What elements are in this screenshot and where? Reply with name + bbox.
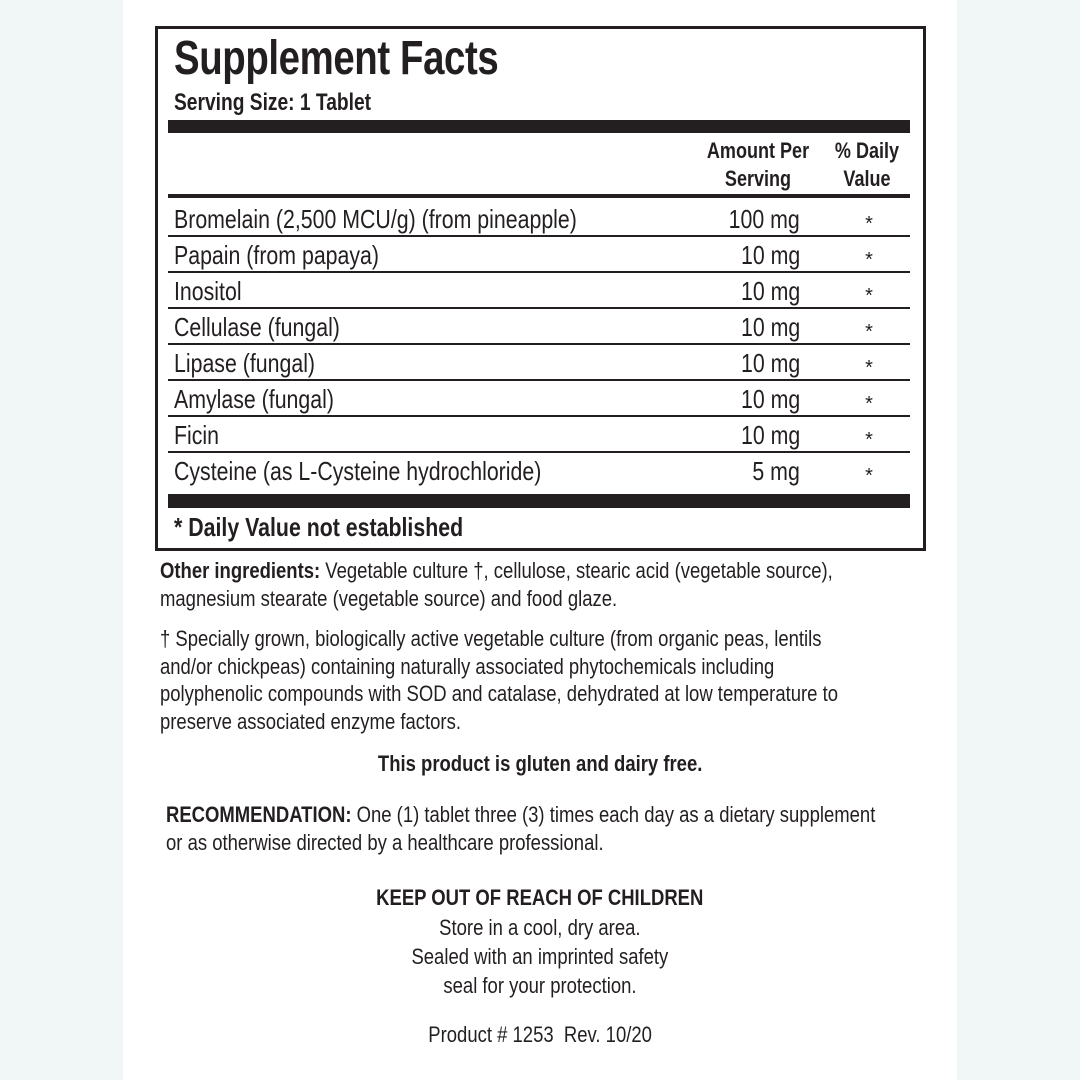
ingredient-name: Bromelain (2,500 MCU/g) (from pineapple) <box>174 204 577 234</box>
ingredient-name: Amylase (fungal) <box>174 384 334 414</box>
ingredient-name: Lipase (fungal) <box>174 348 316 378</box>
daily-value: * <box>865 249 873 271</box>
amount-per-serving-header <box>692 137 823 193</box>
ingredient-name: Ficin <box>174 420 220 450</box>
ingredients-table <box>168 201 910 487</box>
seal-line-1 <box>123 942 957 971</box>
other-ingredients-line2: magnesium stearate (vegetable source) and food glaze. <box>160 585 618 611</box>
supplement-facts-panel <box>155 26 926 551</box>
ingredient-amount: 10 mg <box>740 348 800 378</box>
amount-header-line1: Amount Per <box>706 138 810 163</box>
ingredient-amount: 10 mg <box>740 384 800 414</box>
ingredient-amount: 10 mg <box>740 312 800 342</box>
daily-value: * <box>865 285 873 307</box>
culture-note-line: preserve associated enzyme factors. <box>160 708 461 734</box>
table-row <box>168 273 910 309</box>
allergen-statement <box>123 749 957 778</box>
daily-value: * <box>865 393 873 415</box>
culture-note-line: polyphenolic compounds with SOD and catalase, dehydrated at low temperature to <box>160 681 838 706</box>
ingredient-name: Cysteine (as L-Cysteine hydrochloride) <box>174 456 542 486</box>
warning-heading-text: KEEP OUT OF REACH OF CHILDREN <box>376 885 704 910</box>
warning-heading <box>123 883 957 912</box>
header-divider-bar <box>168 194 910 198</box>
culture-note-line: and/or chickpeas) containing naturally associated phytochemicals including <box>160 653 775 679</box>
table-row <box>168 417 910 453</box>
ingredient-name: Cellulase (fungal) <box>174 312 340 342</box>
other-ingredients-label: Other ingredients: <box>160 558 321 583</box>
ingredient-name: Papain (from papaya) <box>174 240 380 270</box>
daily-value: * <box>865 465 873 487</box>
allergen-statement-text: This product is gluten and dairy free. <box>377 751 703 776</box>
ingredient-amount: 10 mg <box>740 276 800 306</box>
ingredient-name: Inositol <box>174 276 242 306</box>
dv-header-line1: % Daily <box>834 138 900 163</box>
ingredient-amount: 10 mg <box>740 240 800 270</box>
dv-header-line2: Value <box>843 166 891 191</box>
table-row <box>168 453 910 487</box>
daily-value: * <box>865 357 873 379</box>
culture-note-line: † Specially grown, biologically active vegetable culture (from organic peas, lentils <box>160 626 822 651</box>
bottom-divider-bar <box>168 494 910 508</box>
table-row <box>168 201 910 237</box>
product-info <box>123 1020 957 1049</box>
ingredient-amount: 10 mg <box>740 420 800 450</box>
recommendation <box>166 801 875 856</box>
recommendation-line1: One (1) tablet three (3) times each day as a dietary supplement <box>351 802 876 827</box>
daily-value-header <box>830 137 904 193</box>
table-row <box>168 345 910 381</box>
storage-line <box>123 913 957 942</box>
table-row <box>168 237 910 273</box>
other-ingredients <box>160 557 833 612</box>
daily-value: * <box>865 213 873 235</box>
label-panel <box>123 0 957 1080</box>
top-divider-bar <box>168 120 910 133</box>
daily-value-footnote: * Daily Value not established <box>174 512 464 542</box>
recommendation-label: RECOMMENDATION: <box>166 802 352 827</box>
daily-value: * <box>865 429 873 451</box>
seal-line-2 <box>123 971 957 1000</box>
panel-title: Supplement Facts <box>174 32 499 85</box>
daily-value: * <box>865 321 873 343</box>
seal-text-1: Sealed with an imprinted safety <box>411 944 669 969</box>
ingredient-amount: 100 mg <box>728 204 800 234</box>
ingredient-amount: 5 mg <box>752 456 800 486</box>
recommendation-line2: or as otherwise directed by a healthcare professional. <box>166 829 604 855</box>
table-row <box>168 309 910 345</box>
seal-text-2: seal for your protection. <box>443 973 637 998</box>
culture-note <box>160 625 838 735</box>
storage-text: Store in a cool, dry area. <box>439 915 641 940</box>
product-number: Product # 1253 Rev. 10/20 <box>428 1022 652 1047</box>
serving-size: Serving Size: 1 Tablet <box>174 89 372 116</box>
table-row <box>168 381 910 417</box>
other-ingredients-line1: Vegetable culture †, cellulose, stearic acid (vegetable source), <box>320 558 833 583</box>
amount-header-line2: Serving <box>724 166 792 191</box>
